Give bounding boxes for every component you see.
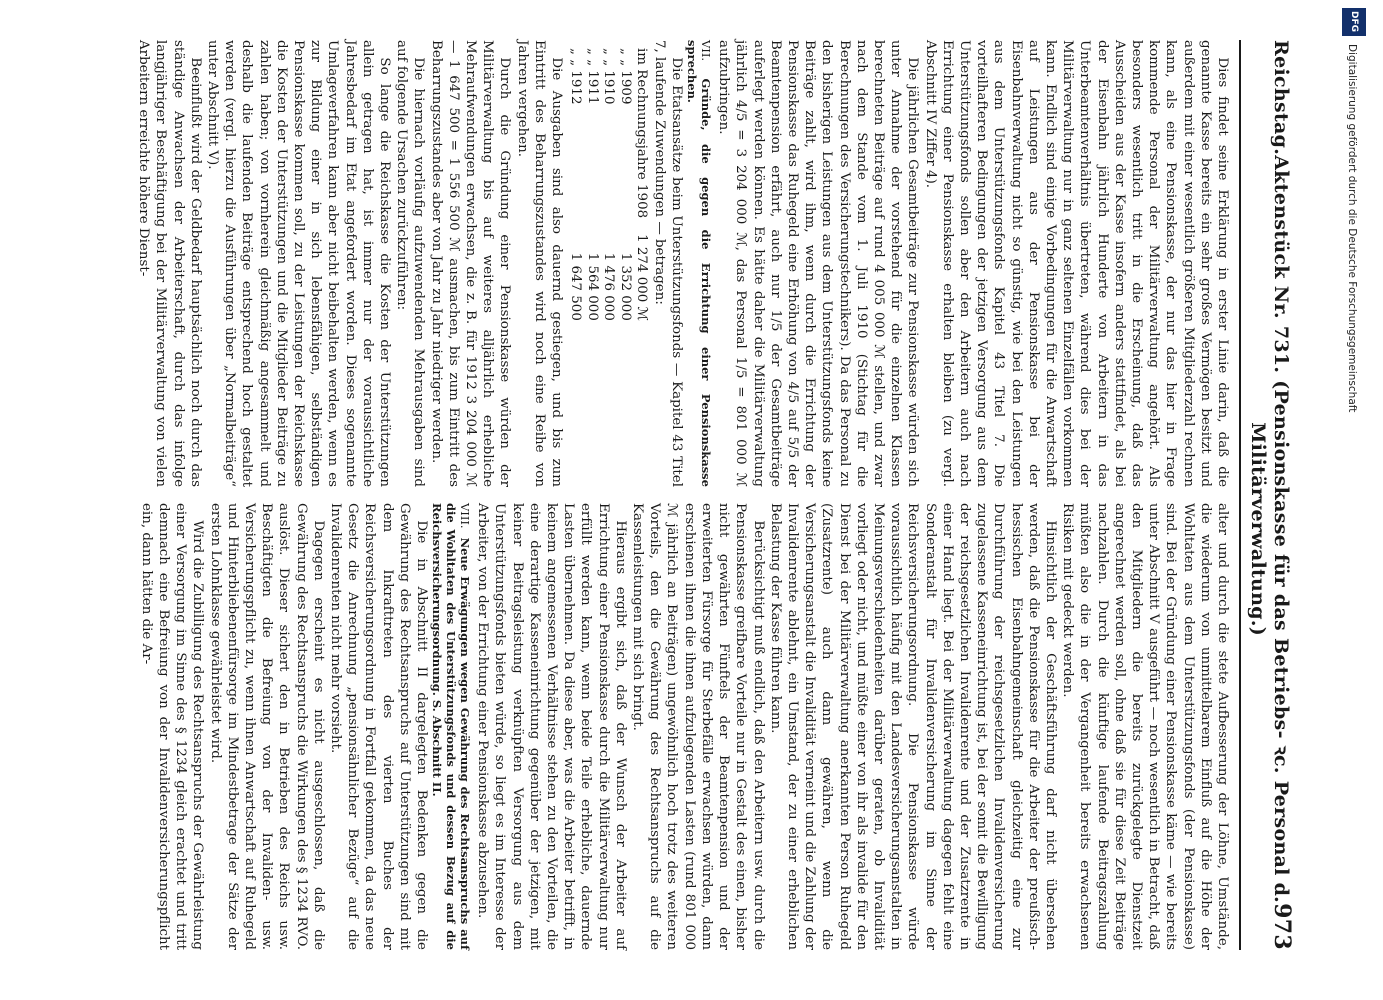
table-cell: 1 564 000	[585, 252, 600, 321]
running-header	[1239, 40, 1295, 950]
table-row	[600, 40, 617, 329]
column-left	[136, 40, 1231, 487]
digitization-credit: Digitalisierung gefördert durch die Deutsche Forschungsgemeinschaft	[1346, 44, 1358, 413]
paragraph: So lange die Reichskasse die Kosten der Unterstützungen allein getragen hat, ist immer nur der voraussichtliche Jahresbedarf im Etat angefordert worden. Dieses sogenannte Umlageverfahren kann aber nicht beibehalten werden, wenn es zur Bildung einer in sich lebensfähigen, selbständigen Pensionskasse kommen soll, zu der Leistungen der Reichskasse die Kosten der Unterstützungen und die Mitglieder Beiträge zu zahlen haben; von vornherein gleichmäßig angesammelt und deshalb die laufenden Beiträge entsprechend hoch gestaltet werden (vergl. hierzu die Ausführungen über „Normalbeiträge“ unter Abschnitt V).	[204, 40, 392, 487]
text-columns	[136, 40, 1231, 950]
paragraph: Die in Abschnitt II dargelegten Bedenken gegen die Gewährung des Rechtsanspruchs auf Unterstützungen sind mit dem Inkrafttreten des vierten Buches der Reichsversicherungsordnung in Fortfall gekommen, da das neue Gesetz die Anrechnung „pensionsähnlicher Bezüge“ auf die Invalidenrenten nicht mehr vorsieht.	[328, 503, 430, 950]
paragraph: Dies findet seine Erklärung in erster Linie darin, daß die genannte Kasse bereits ein sehr großes Vermögen besitzt und außerdem mit einer wesentlich größeren Mitgliederzahl rechnen kann, als eine Pensionskasse, der nur das hier in Frage kommende Personal der Militärverwaltung angehört. Als besonders wesentlich tritt in die Erscheinung, daß das Ausscheiden aus der Kasse insofern anders stattfindet, als bei der Eisenbahn jährlich Hunderte von Arbeitern in das Unterbeamtenverhältnis übertreten, während dies bei der Militärverwaltung nur in ganz seltenen Einzelfällen vorkommen kann. Endlich sind einige Vorbedingungen für die Anwartschaft auf Leistungen aus der Pensionskasse bei der Eisenbahnverwaltung nicht so günstig, wie bei den Leistungen aus dem Unterstützungsfonds Kapitel 43 Titel 7. Die vorteilhafteren Bedingungen der jetzigen Versorgung aus dem Unterstützungsfonds sollen aber den Arbeitern auch nach Errichtung einer Pensionskasse erhalten bleiben (zu vergl. Abschnitt IV Ziffer 4).	[922, 40, 1230, 487]
table-cell: 1 274 000 ℳ	[634, 234, 650, 321]
dfg-logo: DFG	[1342, 8, 1366, 36]
table-cell: „ „ 1910	[601, 48, 617, 105]
table-cell: „ „ 1909	[618, 48, 633, 105]
table-cell: im Rechnungsjahre 1908	[634, 48, 650, 219]
paragraph: Die Ausgaben sind also dauernd gestiegen, und bis zum Eintritt des Beharrungszustandes wird noch eine Reihe von Jahren vergehen.	[514, 40, 564, 487]
section-number: VIII.	[458, 503, 473, 529]
paragraph: Wird die Zubilligung des Rechtsanspruchs der Gewährleistung einer Versorgung im Sinne des § 1234 gleich erachtet und tritt demnach eine Befreiung von der Invalidenversicherungspflicht ein, dann hätten die Ar-	[138, 503, 206, 950]
table-row	[617, 40, 634, 329]
paragraph: Dagegen erscheint es nicht ausgeschlossen, daß die Gewährung des Rechtsanspruchs die Wirkungen des § 1234 RVO. auslöst. Dieser sichert den in Betrieben des Reichs usw. Beschäftigten die Befreiung von der Invaliden- usw. Versicherungspflicht zu, wenn ihnen Anwartschaft auf Ruhegeld und Hinterbliebenenfürsorge im Mindestbetrage der Sätze der ersten Lohnklasse gewährleistet wird.	[207, 503, 326, 950]
table-cell: „ „ 1911	[585, 48, 600, 105]
column-right	[138, 503, 1231, 950]
header-left: Reichstag.	[1270, 40, 1292, 156]
table-row	[633, 40, 650, 329]
table-cell: 1 476 000	[601, 252, 617, 321]
paragraph: Die Etatsansätze beim Unterstützungsfonds — Kapitel 43 Titel 7, laufende Zuwendungen — betragen:	[651, 40, 684, 487]
header-title: Aktenstück Nr. 731. (Pensionskasse für das Betriebs- ꝛc. Personal d. Militärverwaltung.)	[1247, 155, 1292, 904]
table-cell: „ „ 1912	[568, 48, 584, 105]
table-row	[584, 40, 601, 329]
section-title: Gründe, die gegen die Errichtung einer Pensionskasse sprechen.	[684, 40, 713, 487]
table-cell: 1 352 000	[618, 252, 633, 321]
document-page	[55, 40, 1295, 950]
paragraph: Hieraus ergibt sich, daß der Wunsch der Arbeiter auf Errichtung einer Pensionskasse durch die Militärverwaltung nur erfüllt werden kann, wenn beide Teile erhebliche, dauernde Lasten übernehmen. Da diese aber, was die Arbeiter betrifft, in keinem angemessenen Verhältnisse stehen zu den Vorteilen, die eine derartige Kasseneinrichtung gegenüber der jetzigen, mit keiner Beitragsleistung verknüpften Versorgung aus dem Unterstützungsfonds bieten würde, so liegt es im Interesse der Arbeiter, von der Errichtung einer Pensionskasse abzusehen.	[475, 503, 628, 950]
table-cell: 1 647 500	[568, 252, 584, 321]
paragraph: alter und durch die stete Aufbesserung der Löhne, Umstände, die wiederum von unmittelbarem Einfluß auf die Höhe der Wohltaten aus dem Unterstützungsfonds (der Pensionskasse) sind. Bei der Gründung einer Pensionskasse käme — wie bereits unter Abschnitt V ausgeführt — noch wesentlich in Betracht, daß den Mitgliedern die bereits zurückgelegte Dienstzeit angerechnet werden soll, ohne daß sie für diese Zeit Beiträge nachzahlen. Durch die künftige laufende Beitragszahlung müßten also die in der Vergangenheit bereits erwachsenen Risiken mit gedeckt werden.	[1060, 503, 1230, 950]
paragraph: Durch die Gründung einer Pensionskasse würden der Militärverwaltung bis auf weiteres alljährlich erhebliche Mehraufwendungen erwachsen, die z. B. für 1912 3 204 000 ℳ — 1 647 500 = 1 556 500 ℳ ausmachen, bis zum Eintritt des Beharrungszustandes aber von Jahr zu Jahr niedriger werden.	[428, 40, 513, 487]
section-number: VII.	[698, 40, 713, 62]
paragraph: Die jährlichen Gesamtbeiträge zur Pensionskasse würden sich unter Annahme der vorstehend für die einzelnen Klassen berechneten Beiträge auf rund 4 005 000 ℳ stellen, und zwar nach dem Stande vom 1. Juli 1910 (Stichtag für die Berechnungen des Versicherungstechnikers). Da das Personal zu den bisherigen Leistungen aus dem Unterstützungsfonds keine Beiträge zahlt, wird ihm, wenn durch die Errichtung der Pensionskasse das Ruhegeld eine Erhöhung von 4/5 auf 5/5 der Beamtenpension erfährt, auch nur 1/5 der Gesamtbeiträge auferlegt werden können. Es hätte daher die Militärverwaltung jährlich 4/5 = 3 204 000 ℳ, das Personal 1/5 = 801 000 ℳ aufzubringen.	[716, 40, 921, 487]
section-heading	[685, 40, 713, 487]
page-number: 973	[1269, 903, 1295, 950]
paragraph: Berücksichtigt muß endlich, daß den Arbeitern usw. durch die Pensionskasse greifbare Vorteile nur in Gestalt des einen, bisher nicht gewährten Fünftels der Beamtenpension und der erweiterten Fürsorge für Sterbefälle erwachsen würden, dann erschienen ihnen die ihnen aufzulegenden Lasten (rund 801 000 ℳ jährlich an Beiträgen) ungewöhnlich hoch trotz des weiteren Vorteils, den die Gewährung des Rechtsanspruchs auf die Kassenleistungen mit sich bringt.	[630, 503, 766, 950]
section-title: Neue Erwägungen wegen Gewährung des Rechtsanspruchs auf die Wohltaten des Unterstützungsfonds und dessen Bezug auf die Reichsversicherungsordnung. S. Abschnitt II.	[430, 503, 473, 950]
paragraph: Beeinflußt wird der Geldbedarf hauptsächlich noch durch das ständige Anwachsen der Arbeiterschaft, durch das infolge langjähriger Beschäftigung bei der Militärverwaltung von vielen Arbeitern erreichte höhere Dienst-	[136, 40, 203, 487]
table-row	[567, 40, 584, 329]
section-heading	[430, 503, 472, 950]
appropriations-table	[567, 40, 650, 329]
paragraph: Hinsichtlich der Geschäftsführung darf nicht übersehen werden, daß die Pensionskasse für die Arbeiter der preußisch-hessischen Eisenbahngemeinschaft gleichzeitig eine zur Durchführung der reichsgesetzlichen Invalidenversicherung zugelassene Kasseneinrichtung ist, bei der somit die Bewilligung der reichsgesetzlichen Invalidenrente und der Zusatzrente in einer Hand liegt. Bei der Militärverwaltung dagegen fehlt eine Sonderanstalt für Invalidenversicherung im Sinne der Reichsversicherungsordnung. Die Pensionskasse würde voraussichtlich häufig mit den Landesversicherungsanstalten in Meinungsverschiedenheiten darüber geraten, ob Invalidität vorliegt oder nicht, und müßte einer von ihr als invalide für den Dienst bei der Militärverwaltung anerkannten Person Ruhegeld (Zusatzrente) auch dann gewähren, wenn die Versicherungsanstalt die Invalidität verneint und die Zahlung der Invalidenrente ablehnt, ein Umstand, der zu einer erheblichen Belastung der Kasse führen kann.	[767, 503, 1058, 950]
digitization-credit-strip	[1342, 8, 1366, 992]
paragraph: Die hiernach vorläufig aufzuwendenden Mehrausgaben sind auf folgende Ursachen zurückzuführen:	[394, 40, 427, 487]
